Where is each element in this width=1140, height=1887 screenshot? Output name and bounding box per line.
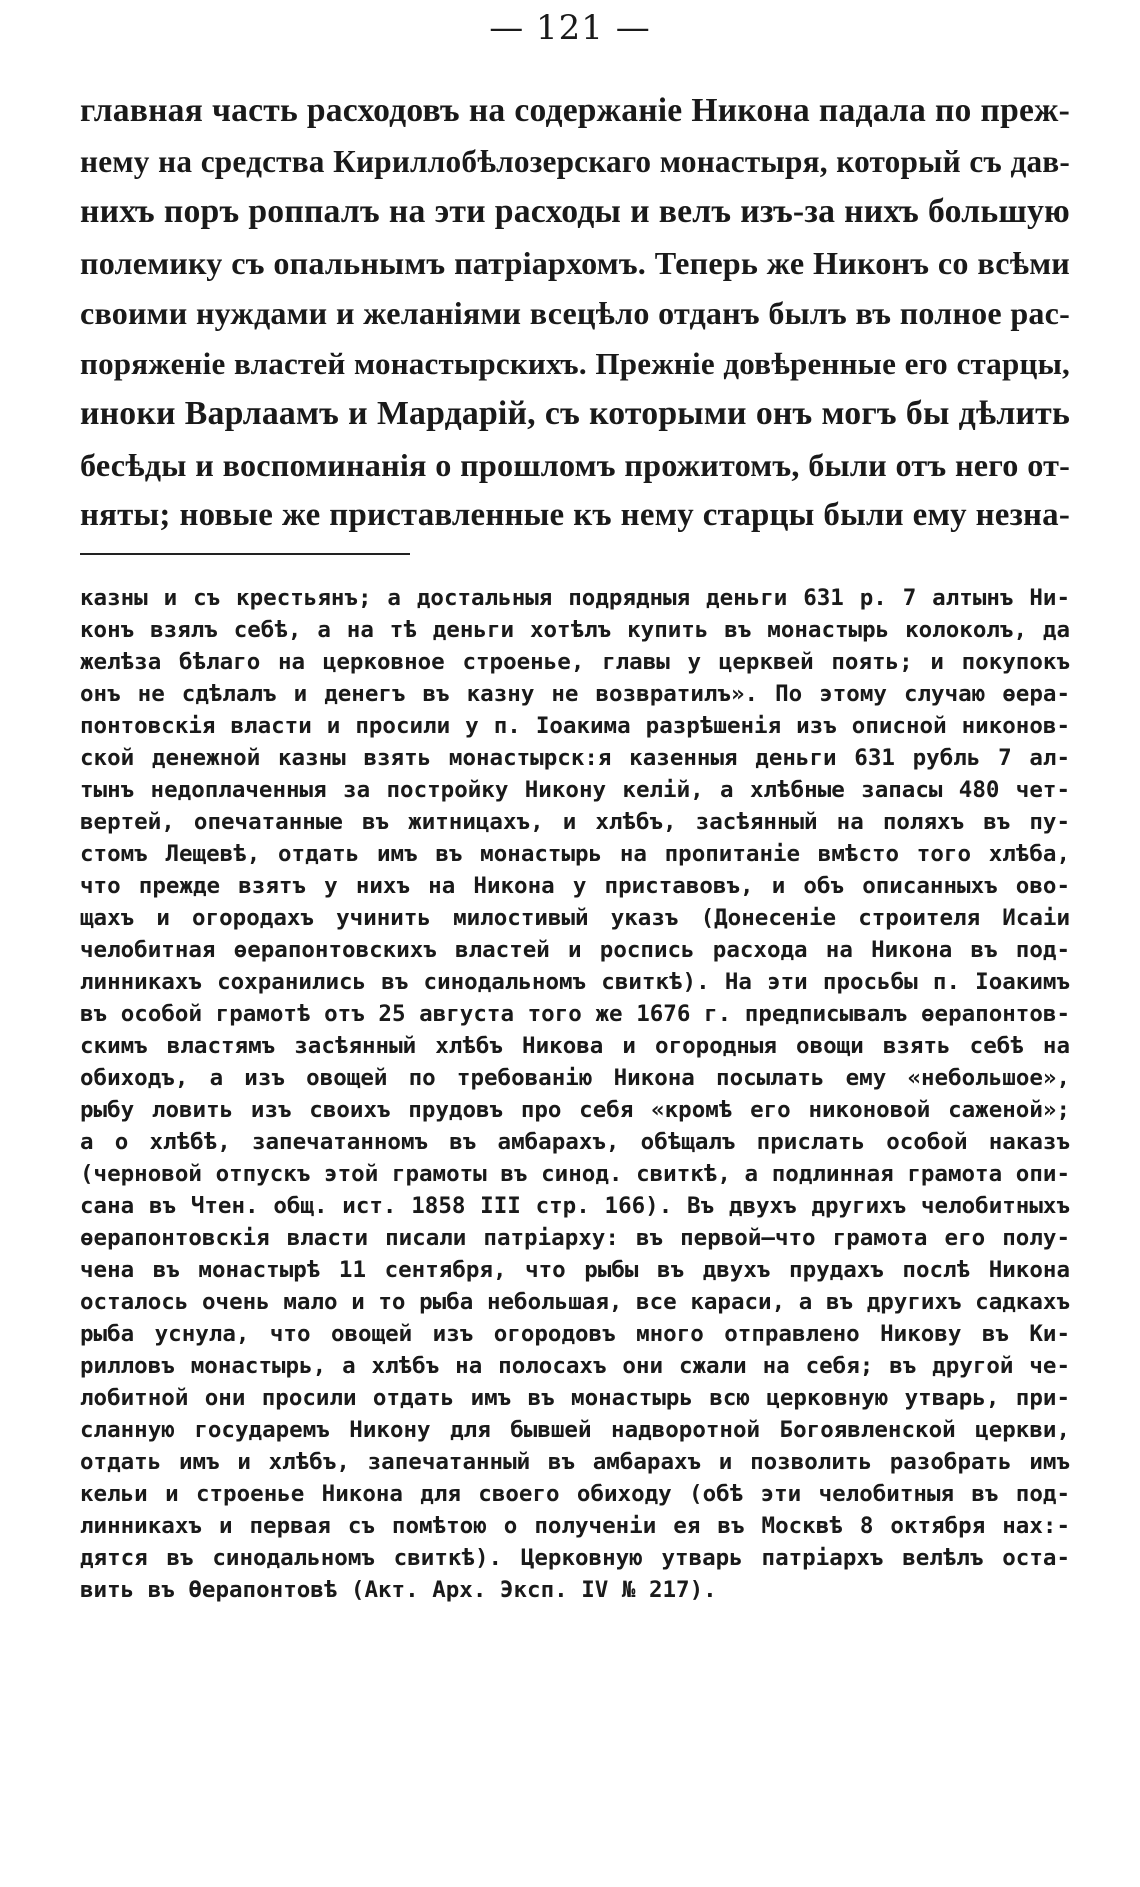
main-text-line: бесѣды и воспоминанія о прошломъ прожитомъ, были отъ него от- <box>80 446 1070 483</box>
footnote-line: что прежде взятъ у нихъ на Никона у приставовъ, и объ описанныхъ ово- <box>80 873 1070 899</box>
footnote-line: понтовскія власти и просили у п. Іоакима разрѣшенія изъ описной никонов- <box>80 713 1070 739</box>
main-text-line: своими нуждами и желаніями всецѣло отданъ былъ въ полное рас- <box>80 295 1070 331</box>
footnote-line: кельи и строенье Никона для своего обиходу (обѣ эти челобитныя въ под- <box>80 1481 1070 1507</box>
footnote-line: (черновой отпускъ этой грамоты въ синод. свиткѣ, а подлинная грамота опи- <box>80 1161 1070 1187</box>
footnote-line: осталось очень мало и то рыба небольшая, все караси, а въ другихъ садкахъ <box>80 1289 1070 1315</box>
footnote-line: линникахъ сохранились въ синодальномъ свиткѣ). На эти просьбы п. Іоакимъ <box>80 969 1070 995</box>
main-text-line: полемику съ опальнымъ патріархомъ. Теперь же Никонъ со всѣми <box>80 244 1070 281</box>
footnote-line: ской денежной казны взять монастырск:я казенныя деньги 631 рубль 7 ал- <box>80 745 1070 771</box>
footnote-line: ѳерапонтовскія власти писали патріарху: въ первой—что грамота его полу- <box>80 1225 1070 1251</box>
footnote-line: стомъ Лещевѣ, отдать имъ въ монастырь на пропитаніе вмѣсто того хлѣба, <box>80 841 1070 867</box>
footnote-line: рыбу ловить изъ своихъ прудовъ про себя «кромѣ его никоновой саженой»; <box>80 1097 1070 1123</box>
footnote-line: дятся въ синодальномъ свиткѣ). Церковную утварь патріархъ велѣлъ оста- <box>80 1545 1070 1571</box>
main-text-line: иноки Варлаамъ и Мардарій, съ которыми онъ могъ бы дѣлить <box>80 395 1070 432</box>
footnote-line: а о хлѣбѣ, запечатанномъ въ амбарахъ, обѣщалъ прислать особой наказъ <box>80 1129 1070 1155</box>
footnote-line: линникахъ и первая съ помѣтою о полученіи ея въ Москвѣ 8 октября нах:- <box>80 1513 1070 1539</box>
footnote-line: желѣза бѣлаго на церковное строенье, главы у церквей поять; и покупокъ <box>80 649 1070 675</box>
footnote-line: чена въ монастырѣ 11 сентября, что рыбы въ двухъ прудахъ послѣ Никона <box>80 1257 1070 1283</box>
main-text-line: поряженіе властей монастырскихъ. Прежніе довѣренные его старцы, <box>80 345 1070 381</box>
footnote-line: вертей, опечатанные въ житницахъ, и хлѣбъ, засѣянный на поляхъ въ пу- <box>80 809 1070 835</box>
footnote-line: въ особой грамотѣ отъ 25 августа того же 1676 г. предписывалъ ѳерапонтов- <box>80 1001 1070 1027</box>
footnote-line: щахъ и огородахъ учинить милостивый указъ (Донесеніе строителя Исаіи <box>80 905 1070 931</box>
footnote-line: сланную государемъ Никону для бывшей надворотной Богоявленской церкви, <box>80 1417 1070 1443</box>
footnote-line: рилловъ монастырь, а хлѣбъ на полосахъ они сжали на себя; въ другой че- <box>80 1353 1070 1379</box>
main-text-block <box>80 86 1070 541</box>
footnote-line: отдать имъ и хлѣбъ, запечатанный въ амбарахъ и позволить разобрать имъ <box>80 1449 1070 1475</box>
footnote-line: тынъ недоплаченныя за постройку Никону келій, а хлѣбные запасы 480 чет- <box>80 777 1070 803</box>
footnote-line: вить въ Ѳерапонтовѣ (Акт. Арх. Эксп. IV № 217). <box>80 1577 717 1603</box>
main-text-line: няты; новые же приставленные къ нему старцы были ему незна- <box>80 497 1070 533</box>
footnote-separator-rule <box>80 553 410 555</box>
footnote-line: сана въ Чтен. общ. ист. 1858 III стр. 166). Въ двухъ другихъ челобитныхъ <box>80 1193 1070 1219</box>
main-text-line: нихъ поръ роппалъ на эти расходы и велъ изъ-за нихъ большую <box>80 193 1070 230</box>
footnote-line: челобитная ѳерапонтовскихъ властей и роспись расхода на Никона въ под- <box>80 937 1070 963</box>
footnote-line: обиходъ, а изъ овощей по требованію Никона посылать ему «небольшое», <box>80 1065 1070 1091</box>
footnote-line: казны и съ крестьянъ; а достальныя подрядныя деньги 631 р. 7 алтынъ Ни- <box>80 585 1070 611</box>
footnote-line: скимъ властямъ засѣянный хлѣбъ Никова и огородныя овощи взять себѣ на <box>80 1033 1070 1059</box>
page-number: — 121 — <box>489 8 651 48</box>
footnote-line: конъ взялъ себѣ, а на тѣ деньги хотѣлъ купить въ монастырь колоколъ, да <box>80 617 1070 643</box>
footnote-line: онъ не сдѣлалъ и денегъ въ казну не возвратилъ». По этому случаю ѳера- <box>80 681 1070 707</box>
main-text-line: главная часть расходовъ на содержаніе Никона падала по преж- <box>80 92 1070 129</box>
footnote-line: лобитной они просили отдать имъ въ монастырь всю церковную утварь, при- <box>80 1385 1070 1411</box>
footnote-line: рыба уснула, что овощей изъ огородовъ много отправлено Никову въ Ки- <box>80 1321 1070 1347</box>
footnote-block <box>80 582 1070 1606</box>
main-text-line: нему на средства Кириллобѣлозерскаго монастыря, который съ дав- <box>80 143 1070 179</box>
